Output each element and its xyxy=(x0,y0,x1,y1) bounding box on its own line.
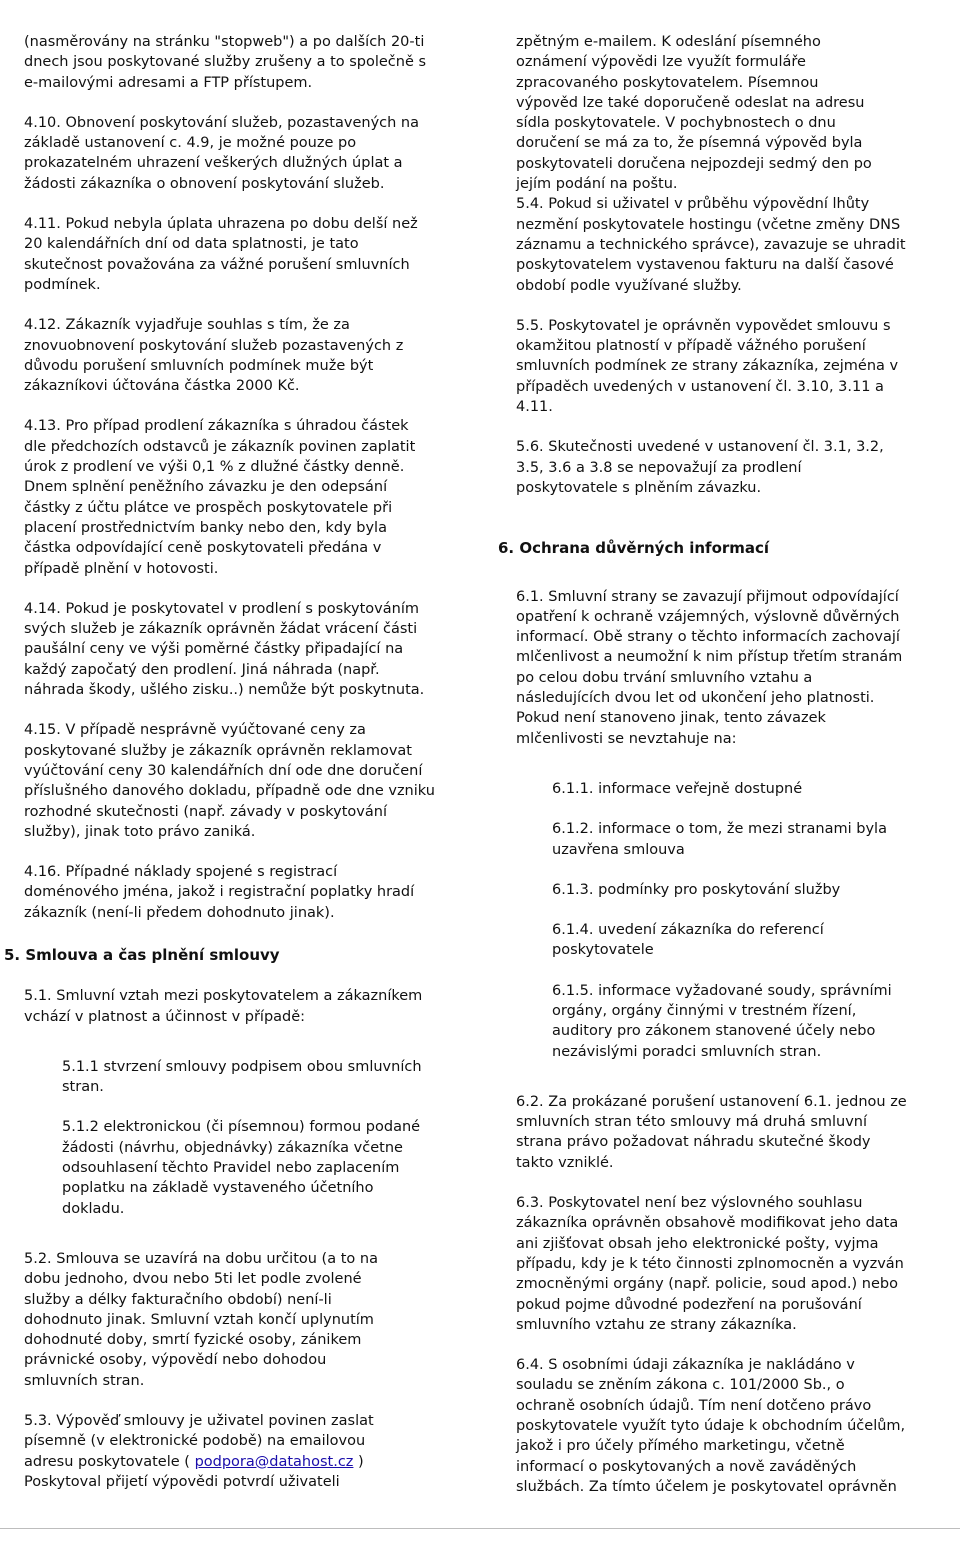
paragraph-5-2: 5.2. Smlouva se uzavírá na dobu určitou (a to na dobu jednoho, dvou nebo 5ti let podle zvolené služby a délky fakturačního období) není-li dohodnuto jinak. Smluvní vztah končí uplynutím dohodnuté doby, smrtí fyzické osoby, zánikem právnické osoby, výpovědí nebo dohodou smluvních stran. xyxy=(24,1250,378,1389)
paragraph-5-1-1: 5.1.1 stvrzení smlouvy podpisem obou smluvních stran. xyxy=(62,1058,422,1096)
paragraph-4-12: 4.12. Zákazník vyjadřuje souhlas s tím, že za znovuobnovení poskytování služeb pozastavených z důvodu porušení smluvních podmínek muže být zákazníkovi účtována částka 2000 Kč. xyxy=(24,317,404,395)
paragraph-6-1-1: 6.1.1. informace veřejně dostupné xyxy=(552,780,803,797)
left-column xyxy=(4,32,449,1492)
paragraph-intro: (nasměrovány na stránku "stopweb") a po dalších 20-ti dnech jsou poskytované služby zrušeny a to společně s e-mailovými adresami a FTP přístupem. xyxy=(24,34,427,91)
paragraph-5-1-2: 5.1.2 elektronickou (či písemnou) formou podané žádosti (návrhu, objednávky) zákazníka včetne odsouhlasení těchto Pravidel nebo zaplacením poplatku na základě vystaveného účetního dokladu. xyxy=(62,1119,421,1217)
paragraph-6-2: 6.2. Za prokázané porušení ustanovení 6.1. jednou ze smluvních stran této smlouvy má druhá smluvní strana právo požadovat náhradu skutečné škody takto vzniklé. xyxy=(516,1093,907,1171)
right-column xyxy=(498,32,926,1497)
section-heading-5: 5. Smlouva a čas plnění smlouvy xyxy=(4,945,280,964)
paragraph-6-1-2: 6.1.2. informace o tom, že mezi stranami byla uzavřena smlouva xyxy=(552,821,887,858)
paragraph-5-3-5-4: zpětným e-mailem. K odeslání písemného oznámení výpovědi lze využít formuláře zpracovaného poskytovatelem. Písemnou výpověd lze také doporučeně odeslat na adresu sídla poskytovatele. V pochybnostech o dnu doručení se má za to, že písemná výpověd byla poskytovateli doručena nejpozdeji sedmý den po jejím podání na poštu. 5.4. Pokud si uživatel v průběhu výpovědní lhůty nezmění poskytovatele hostingu (včetne změny DNS záznamu a technického správce), zavazuje se uhradit poskytovatelem vystavenou fakturu na další časové období podle využívané služby. xyxy=(516,34,906,294)
paragraph-6-1-3: 6.1.3. podmínky pro poskytování služby xyxy=(552,881,841,898)
paragraph-6-3: 6.3. Poskytovatel není bez výslovného souhlasu zákazníka oprávněn obsahově modifikovat jeho data ani zjišťovat obsah jeho elektronické pošty, vyjma případu, kdy je k této činnosti zplnomocněn a vyzván zmocněnými orgány (např. policie, soud apod.) nebo pokud pojme důvodné podezření na porušování smluvního vztahu ze strany zákazníka. xyxy=(516,1195,904,1333)
paragraph-6-1-5: 6.1.5. informace vyžadované soudy, správními orgány, orgány činnými v trestném řízení, auditory pro zákonem stanovené účely nebo nezávislými poradci smluvních stran. xyxy=(552,982,892,1060)
page-bottom-divider xyxy=(0,1528,960,1529)
paragraph-5-1: 5.1. Smluvní vztah mezi poskytovatelem a zákazníkem vchází v platnost a účinnost v případě: xyxy=(24,988,423,1025)
support-email-link[interactable]: podpora@datahost.cz xyxy=(194,1453,354,1470)
paragraph-4-16: 4.16. Případné náklady spojené s registrací doménového jména, jakož i registrační poplatky hradí zákazník (není-li předem dohodnuto jinak). xyxy=(24,864,415,921)
section-heading-6: 6. Ochrana důvěrných informací xyxy=(498,539,770,558)
paragraph-6-1-4: 6.1.4. uvedení zákazníka do referencí poskytovatele xyxy=(552,922,824,959)
paragraph-4-15: 4.15. V případě nesprávně vyúčtované ceny za poskytované služby je zákazník oprávněn reklamovat vyúčtování ceny 30 kalendářních dní ode dne doručení příslušného danového dokladu, případně ode dne vzniku rozhodné skutečnosti (např. závady v poskytování služby), jinak toto právo zaniká. xyxy=(24,722,435,840)
paragraph-5-3 xyxy=(24,1411,449,1492)
paragraph-4-13: 4.13. Pro případ prodlení zákazníka s úhradou částek dle předchozích odstavců je zákazník povinen zaplatit úrok z prodlení ve výši 0,1 % z dlužné částky denně. Dnem splnění peněžního závazku je den odepsání částky z účtu plátce ve prospěch poskytovatele při placení prostřednictvím banky nebo den, kdy byla částka odpovídající ceně poskytovateli předána v případě plnění v hotovosti. xyxy=(24,418,416,577)
paragraph-4-14: 4.14. Pokud je poskytovatel v prodlení s poskytováním svých služeb je zákazník oprávněn žádat vrácení části paušální ceny ve výši poměrné částky připadající na každý započatý den prodlení. Jiná náhrada (např. náhrada škody, ušlého zisku..) nemůže být poskytnuta. xyxy=(24,600,425,699)
paragraph-6-1: 6.1. Smluvní strany se zavazují přijmout odpovídající opatření k ochraně vzájemných, výslovně důvěrných informací. Obě strany o těchto informacích zachovají mlčenlivost a neumožní k nim přístup třetím stranám po celou dobu trvání smluvního vztahu a následujících dvou let od ukončení jeho platnosti. Pokud není stanoveno jinak, tento závazek mlčenlivosti se nevztahuje na: xyxy=(516,588,903,747)
paragraph-5-3-text-a: 5.3. Výpověď smlouvy je uživatel povinen zaslat písemně (v elektronické podobě) na emailovou adresu poskytovatele ( xyxy=(24,1413,374,1470)
paragraph-5-6: 5.6. Skutečnosti uvedené v ustanovení čl. 3.1, 3.2, 3.5, 3.6 a 3.8 se nepovažují za prodlení poskytovatele s plněním závazku. xyxy=(516,439,884,496)
paragraph-6-4: 6.4. S osobními údaji zákazníka je nakládáno v souladu se zněním zákona c. 101/2000 Sb., o ochraně osobních údajů. Tím není dotčeno právo poskytovatele využít tyto údaje k obchodním účelům, jakož i pro účely přímého marketingu, včetně informací o poskytovaných a nově zaváděných službách. Za tímto účelem je poskytovatel oprávněn xyxy=(516,1357,906,1495)
paragraph-5-5: 5.5. Poskytovatel je oprávněn vypovědet smlouvu s okamžitou platností v případě vážného porušení smluvních podmínek ze strany zákazníka, zejména v případěch uvedených v ustanovení čl. 3.10, 3.11 a 4.11. xyxy=(516,317,899,416)
paragraph-4-10: 4.10. Obnovení poskytování služeb, pozastavených na základě ustanovení c. 4.9, je možné pouze po prokazatelném uhrazení veškerých dlužných úplat a žádosti zákazníka o obnovení poskytování služeb. xyxy=(24,114,419,192)
paragraph-4-11: 4.11. Pokud nebyla úplata uhrazena po dobu delší než 20 kalendářních dní od data splatnosti, je tato skutečnost považována za vážné porušení smluvních podmínek. xyxy=(24,216,418,293)
paragraph-5-3-text-b: ) Poskytoval přijetí výpovědi potvrdí uživateli xyxy=(24,1453,364,1490)
